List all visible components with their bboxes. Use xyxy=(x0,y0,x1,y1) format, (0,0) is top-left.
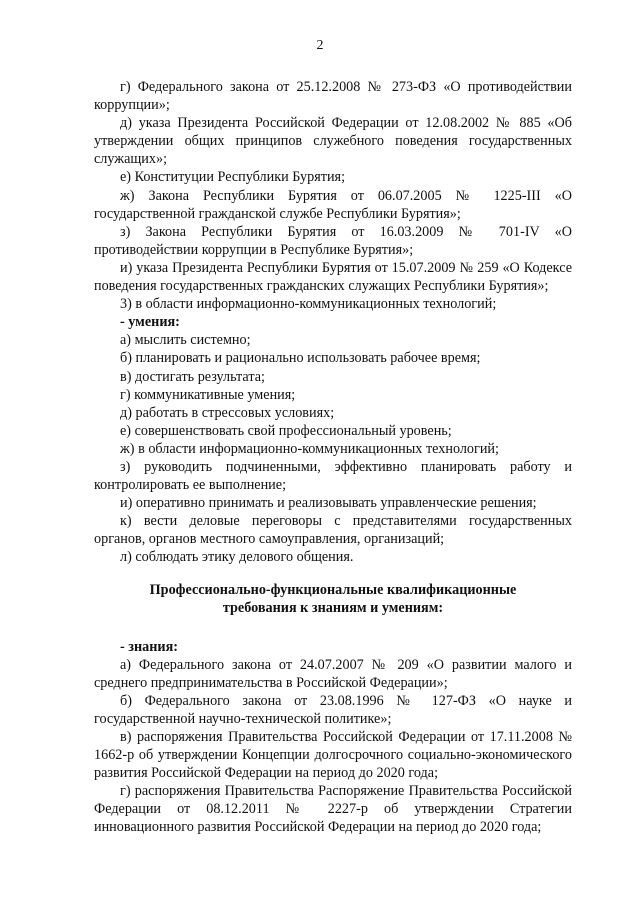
list-item: б) Федерального закона от 23.08.1996 № 127-ФЗ «О науке и государственной научно-технической политике»; xyxy=(94,692,572,727)
skills-heading: - умения: xyxy=(120,314,180,331)
list-item: к) вести деловые переговоры с представителями государственных органов, органов местного самоуправления, организаций; xyxy=(94,513,572,548)
list-item: з) Закона Республики Бурятия от 16.03.2009 № 701-IV «О противодействии коррупции в Республике Бурятия»; xyxy=(94,223,572,258)
list-item: в) достигать результата; xyxy=(120,368,265,385)
list-item: д) работать в стрессовых условиях; xyxy=(120,404,335,421)
page-number: 2 xyxy=(316,38,324,53)
list-item: б) планировать и рационально использовать рабочее время; xyxy=(120,350,481,367)
list-item: л) соблюдать этику делового общения. xyxy=(120,549,354,566)
document-body xyxy=(94,78,572,837)
section-title-line: требования к знаниям и умениям: xyxy=(222,600,444,617)
list-item: в) распоряжения Правительства Российской Федерации от 17.11.2008 № 1662-р об утверждении Концепции долгосрочного социально-экономического развития Российской Федерации на период до 2020 года; xyxy=(94,729,572,782)
list-item: а) Федерального закона от 24.07.2007 № 209 «О развитии малого и среднего предпринимательства в Российской Федерации»; xyxy=(94,656,572,691)
list-item: г) распоряжения Правительства Распоряжение Правительства Российской Федерации от 08.12.2011 № 2227-р об утверждении Стратегии инновационного развития Российской Федерации на период до 2020 года; xyxy=(94,783,572,836)
list-item: 3) в области информационно-коммуникационных технологий; xyxy=(120,296,497,313)
list-item: е) Конституции Республики Бурятия; xyxy=(120,169,346,186)
section-title-line: Профессионально-функциональные квалификационные xyxy=(149,581,517,598)
list-item: е) совершенствовать свой профессиональный уровень; xyxy=(120,422,452,439)
list-item: и) оперативно принимать и реализовывать управленческие решения; xyxy=(120,495,537,512)
list-item: и) указа Президента Республики Бурятия от 15.07.2009 № 259 «О Кодексе поведения государственных гражданских служащих Республики Бурятия»; xyxy=(94,259,572,295)
list-item: г) коммуникативные умения; xyxy=(120,386,296,403)
list-item: ж) в области информационно-коммуникационных технологий; xyxy=(120,440,499,457)
list-item: д) указа Президента Российской Федерации от 12.08.2002 № 885 «Об утверждении общих принципов служебного поведения государственных служащих»; xyxy=(94,115,572,168)
list-item: а) мыслить системно; xyxy=(120,332,251,349)
list-item: з) руководить подчиненными, эффективно планировать работу и контролировать ее выполнение; xyxy=(94,458,572,494)
knowledge-heading: - знания: xyxy=(120,638,178,655)
list-item: г) Федерального закона от 25.12.2008 № 273-ФЗ «О противодействии коррупции»; xyxy=(94,79,572,114)
list-item: ж) Закона Республики Бурятия от 06.07.2005 № 1225-III «О государственной гражданской службе Республики Бурятия»; xyxy=(94,187,572,222)
section-title xyxy=(94,581,572,618)
